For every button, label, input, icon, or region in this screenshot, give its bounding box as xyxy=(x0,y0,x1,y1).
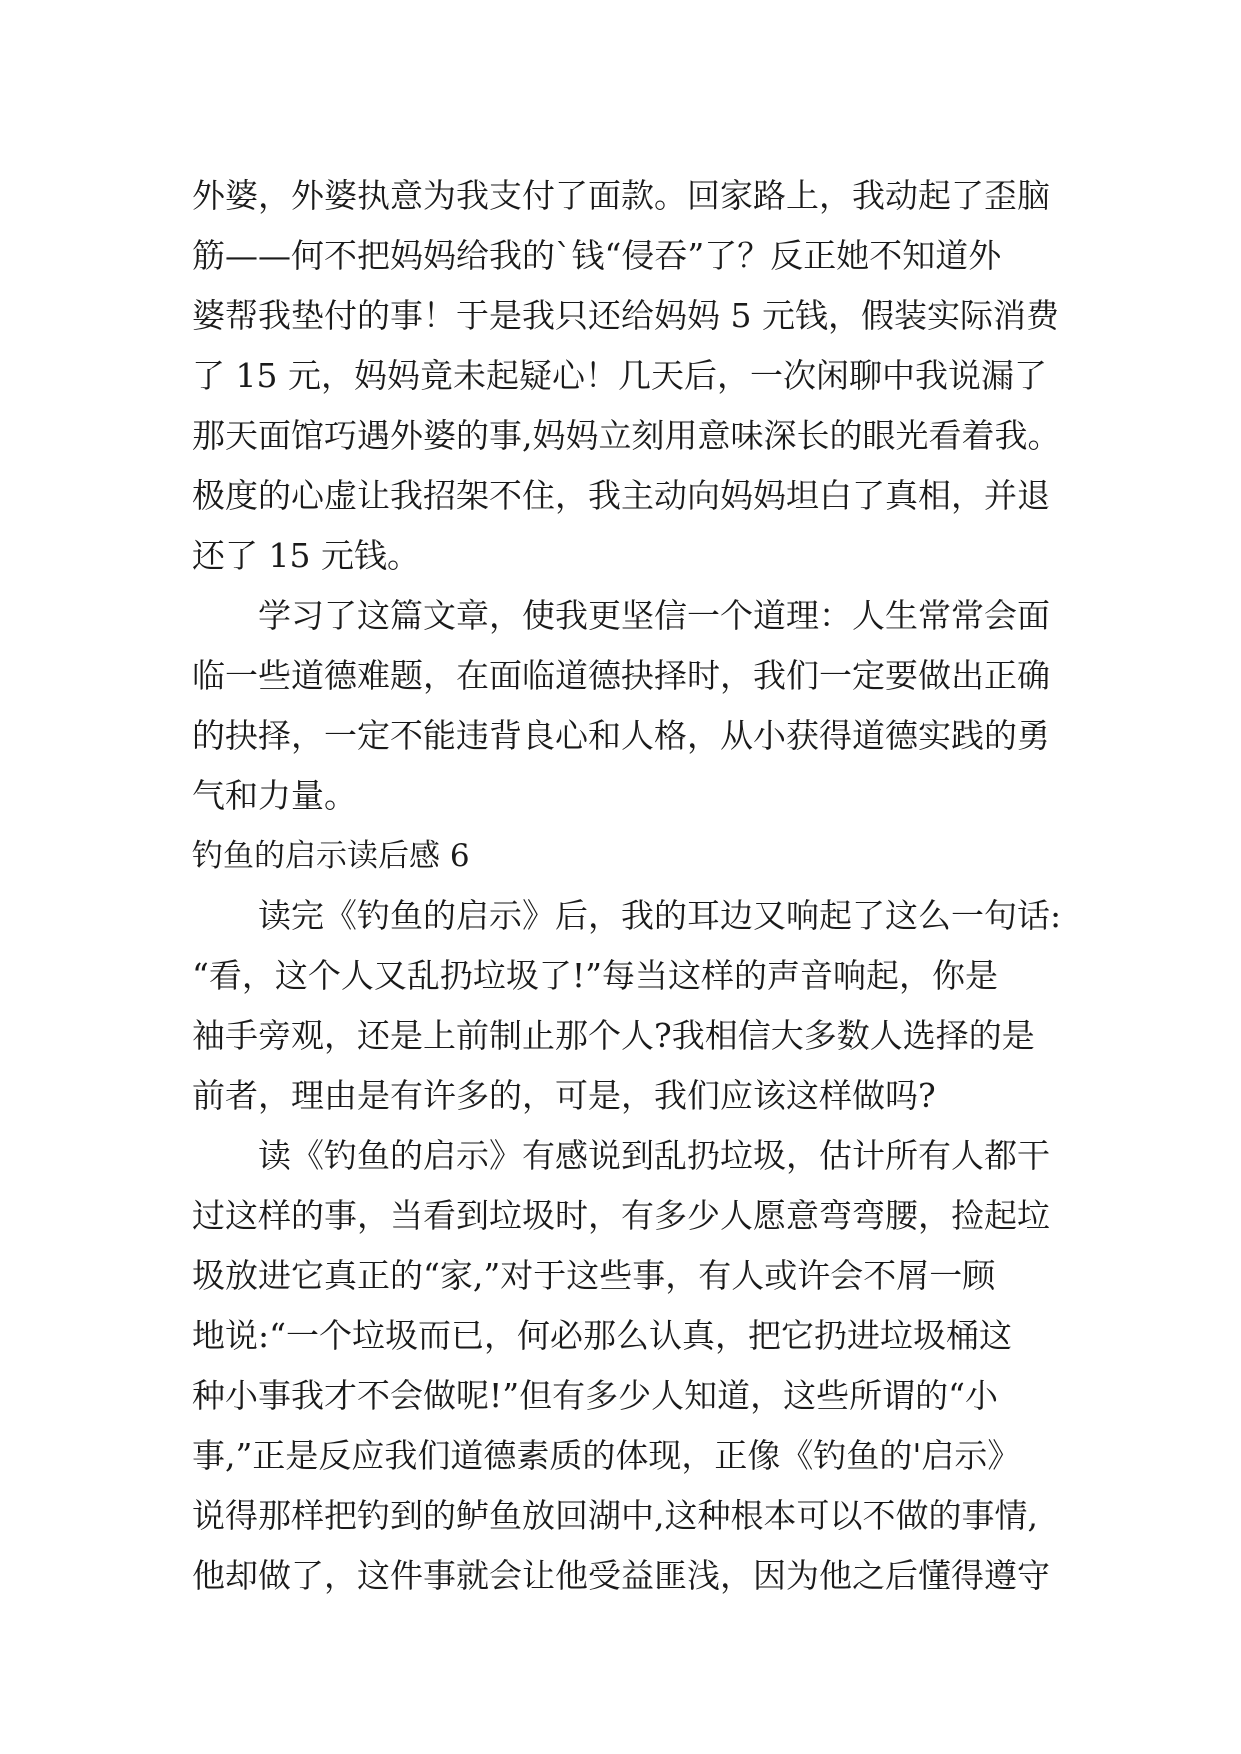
text-line: 那天面馆巧遇外婆的事,妈妈立刻用意味深长的眼光看着我。 xyxy=(192,416,1061,455)
text-line: 种小事我才不会做呢!”但有多少人知道，这些所谓的“小 xyxy=(192,1376,999,1415)
text-line: 婆帮我垫付的事！于是我只还给妈妈 5 元钱，假装实际消费 xyxy=(192,296,1059,335)
text-line: 地说:“一个垃圾而已，何必那么认真，把它扔进垃圾桶这 xyxy=(192,1316,1012,1355)
text-line: 读《钓鱼的启示》有感说到乱扔垃圾，估计所有人都干 xyxy=(258,1136,1050,1175)
text-line: 前者，理由是有许多的，可是，我们应该这样做吗? xyxy=(192,1076,936,1115)
text-line: 过这样的事，当看到垃圾时，有多少人愿意弯弯腰，捡起垃 xyxy=(192,1196,1050,1235)
text-line: 读完《钓鱼的启示》后，我的耳边又响起了这么一句话: xyxy=(258,896,1062,935)
text-line: 袖手旁观，还是上前制止那个人?我相信大多数人选择的是 xyxy=(192,1016,1035,1055)
section-heading: 钓鱼的启示读后感 6 xyxy=(192,838,470,874)
text-line: 圾放进它真正的“家,”对于这些事，有人或许会不屑一顾 xyxy=(192,1256,996,1295)
body-text xyxy=(192,166,1062,1606)
text-line: 说得那样把钓到的鲈鱼放回湖中,这种根本可以不做的事情, xyxy=(192,1496,1038,1535)
text-line: 他却做了，这件事就会让他受益匪浅，因为他之后懂得遵守 xyxy=(192,1556,1050,1595)
text-line: 事,”正是反应我们道德素质的体现，正像《钓鱼的'启示》 xyxy=(192,1436,1021,1475)
text-line: 临一些道德难题，在面临道德抉择时，我们一定要做出正确 xyxy=(192,656,1050,695)
text-line: 的抉择，一定不能违背良心和人格，从小获得道德实践的勇 xyxy=(192,716,1050,755)
text-line: 气和力量。 xyxy=(192,776,357,815)
text-line: 筋——何不把妈妈给我的`钱“侵吞”了？反正她不知道外 xyxy=(192,236,1002,275)
text-line: 还了 15 元钱。 xyxy=(192,536,420,575)
text-line: 了 15 元，妈妈竟未起疑心！几天后，一次闲聊中我说漏了 xyxy=(192,356,1047,395)
text-line: 极度的心虚让我招架不住，我主动向妈妈坦白了真相，并退 xyxy=(192,476,1050,515)
text-line: 外婆，外婆执意为我支付了面款。回家路上，我动起了歪脑 xyxy=(192,176,1050,215)
text-line: “看，这个人又乱扔垃圾了!”每当这样的声音响起，你是 xyxy=(192,956,999,995)
text-line: 学习了这篇文章，使我更坚信一个道理：人生常常会面 xyxy=(258,596,1050,635)
